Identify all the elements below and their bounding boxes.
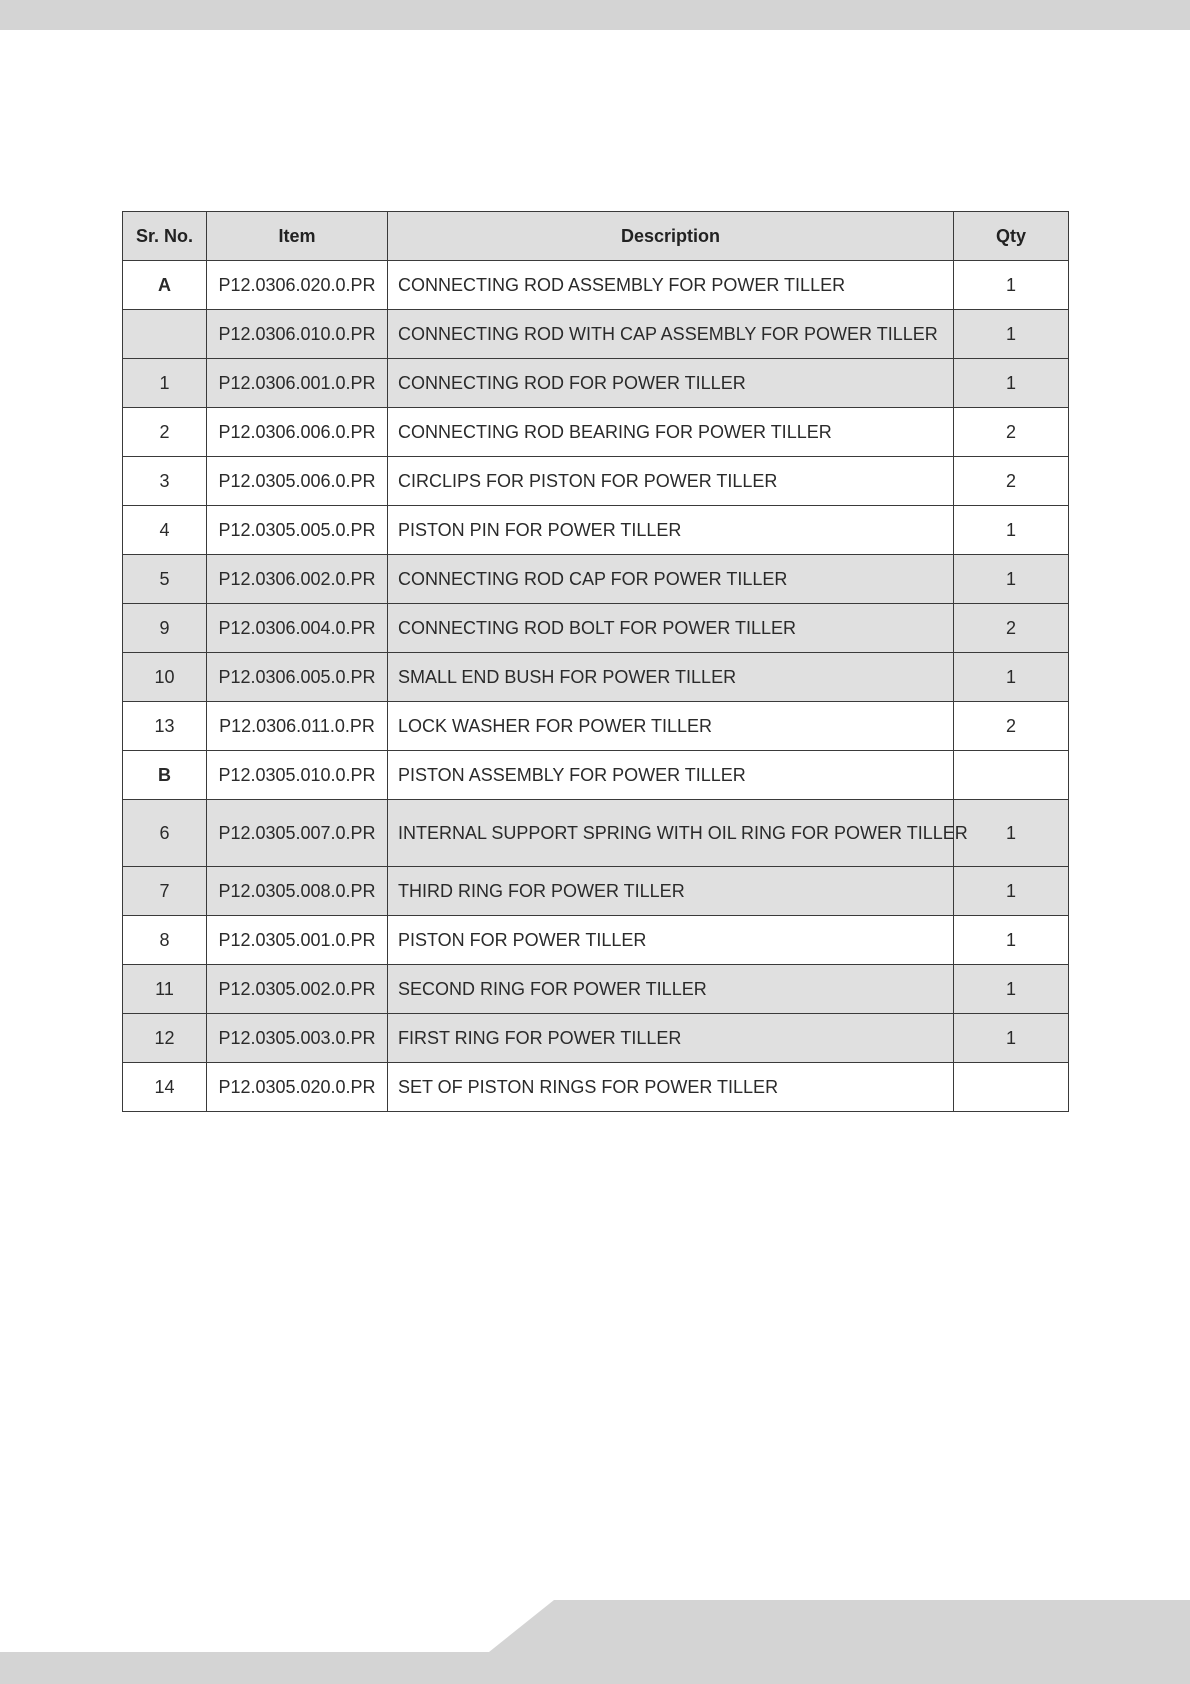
cell-qty: 1 (954, 261, 1069, 310)
cell-sr-no: 4 (123, 506, 207, 555)
cell-item: P12.0305.008.0.PR (207, 867, 388, 916)
cell-item: P12.0306.001.0.PR (207, 359, 388, 408)
cell-sr-no: 7 (123, 867, 207, 916)
cell-sr-no: 9 (123, 604, 207, 653)
cell-description: FIRST RING FOR POWER TILLER (388, 1014, 954, 1063)
parts-table (122, 211, 1069, 1112)
table-row (123, 604, 1069, 653)
cell-item: P12.0305.003.0.PR (207, 1014, 388, 1063)
table-row (123, 751, 1069, 800)
cell-qty: 2 (954, 408, 1069, 457)
cell-qty: 2 (954, 702, 1069, 751)
cell-description: SMALL END BUSH FOR POWER TILLER (388, 653, 954, 702)
table-row (123, 800, 1069, 867)
header-description: Description (388, 212, 954, 261)
cell-qty: 1 (954, 867, 1069, 916)
cell-description: CONNECTING ROD CAP FOR POWER TILLER (388, 555, 954, 604)
cell-item: P12.0305.007.0.PR (207, 800, 388, 867)
cell-sr-no: 13 (123, 702, 207, 751)
header-sr-no: Sr. No. (123, 212, 207, 261)
table-row (123, 261, 1069, 310)
table-row (123, 653, 1069, 702)
cell-qty: 1 (954, 1014, 1069, 1063)
cell-sr-no: 10 (123, 653, 207, 702)
cell-sr-no: 8 (123, 916, 207, 965)
cell-item: P12.0305.020.0.PR (207, 1063, 388, 1112)
table-row (123, 506, 1069, 555)
cell-sr-no: 11 (123, 965, 207, 1014)
cell-qty: 1 (954, 359, 1069, 408)
cell-description: INTERNAL SUPPORT SPRING WITH OIL RING FOR POWER TILLER (388, 800, 954, 867)
cell-item: P12.0305.002.0.PR (207, 965, 388, 1014)
cell-qty: 1 (954, 916, 1069, 965)
table-row (123, 916, 1069, 965)
cell-item: P12.0305.010.0.PR (207, 751, 388, 800)
cell-sr-no: 14 (123, 1063, 207, 1112)
cell-description: LOCK WASHER FOR POWER TILLER (388, 702, 954, 751)
cell-qty: 2 (954, 604, 1069, 653)
table-row (123, 555, 1069, 604)
cell-qty: 1 (954, 555, 1069, 604)
cell-item: P12.0306.010.0.PR (207, 310, 388, 359)
cell-description: CONNECTING ROD FOR POWER TILLER (388, 359, 954, 408)
cell-qty (954, 1063, 1069, 1112)
cell-description: CONNECTING ROD ASSEMBLY FOR POWER TILLER (388, 261, 954, 310)
table-row (123, 457, 1069, 506)
cell-sr-no: 2 (123, 408, 207, 457)
cell-description: CONNECTING ROD WITH CAP ASSEMBLY FOR POWER TILLER (388, 310, 954, 359)
cell-item: P12.0306.011.0.PR (207, 702, 388, 751)
cell-qty: 1 (954, 310, 1069, 359)
cell-description: CIRCLIPS FOR PISTON FOR POWER TILLER (388, 457, 954, 506)
table-row (123, 359, 1069, 408)
cell-sr-no: 6 (123, 800, 207, 867)
cell-sr-no (123, 310, 207, 359)
cell-sr-no: 12 (123, 1014, 207, 1063)
cell-description: PISTON ASSEMBLY FOR POWER TILLER (388, 751, 954, 800)
cell-sr-no: 5 (123, 555, 207, 604)
cell-qty (954, 751, 1069, 800)
cell-item: P12.0305.005.0.PR (207, 506, 388, 555)
table-header (123, 212, 1069, 261)
cell-sr-no: B (123, 751, 207, 800)
cell-item: P12.0306.002.0.PR (207, 555, 388, 604)
cell-description: PISTON PIN FOR POWER TILLER (388, 506, 954, 555)
cell-description: CONNECTING ROD BEARING FOR POWER TILLER (388, 408, 954, 457)
table-row (123, 867, 1069, 916)
top-band (0, 0, 1190, 30)
table-row (123, 1063, 1069, 1112)
bottom-band (0, 1652, 1190, 1684)
cell-item: P12.0305.006.0.PR (207, 457, 388, 506)
cell-sr-no: 3 (123, 457, 207, 506)
cell-qty: 1 (954, 506, 1069, 555)
header-row (123, 212, 1069, 261)
cell-description: PISTON FOR POWER TILLER (388, 916, 954, 965)
table-row (123, 1014, 1069, 1063)
table-row (123, 310, 1069, 359)
cell-item: P12.0306.006.0.PR (207, 408, 388, 457)
cell-description: CONNECTING ROD BOLT FOR POWER TILLER (388, 604, 954, 653)
cell-sr-no: 1 (123, 359, 207, 408)
table-row (123, 702, 1069, 751)
cell-description: THIRD RING FOR POWER TILLER (388, 867, 954, 916)
table-row (123, 965, 1069, 1014)
cell-qty: 1 (954, 653, 1069, 702)
cell-item: P12.0306.004.0.PR (207, 604, 388, 653)
table-body (123, 261, 1069, 1112)
cell-description: SET OF PISTON RINGS FOR POWER TILLER (388, 1063, 954, 1112)
cell-qty: 1 (954, 965, 1069, 1014)
header-qty: Qty (954, 212, 1069, 261)
cell-qty: 1 (954, 800, 1069, 867)
cell-item: P12.0305.001.0.PR (207, 916, 388, 965)
cell-item: P12.0306.005.0.PR (207, 653, 388, 702)
cell-item: P12.0306.020.0.PR (207, 261, 388, 310)
table-row (123, 408, 1069, 457)
cell-description: SECOND RING FOR POWER TILLER (388, 965, 954, 1014)
cell-qty: 2 (954, 457, 1069, 506)
header-item: Item (207, 212, 388, 261)
footer-tab (484, 1600, 1190, 1656)
cell-sr-no: A (123, 261, 207, 310)
